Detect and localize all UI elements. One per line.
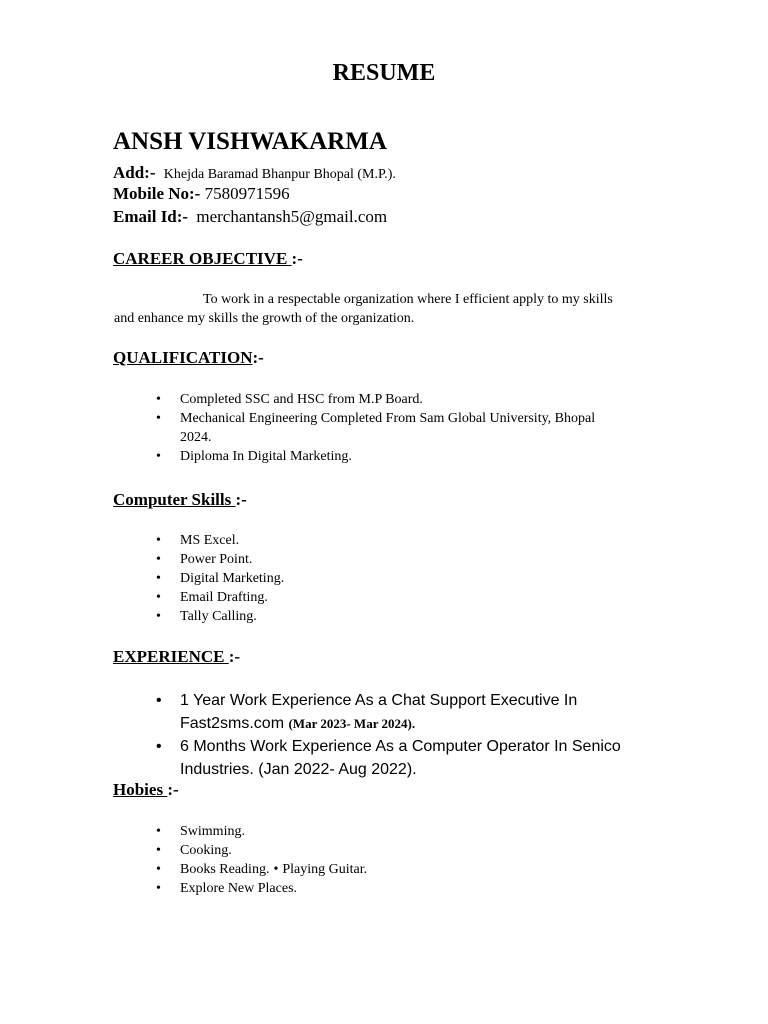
list-item: • Swimming. bbox=[152, 822, 367, 841]
list-item: • Cooking. bbox=[152, 841, 367, 860]
address-value: Khejda Baramad Bhanpur Bhopal (M.P.). bbox=[163, 167, 396, 182]
hobbies-suffix: :- bbox=[167, 780, 179, 799]
hobbies-heading bbox=[113, 780, 179, 800]
career-objective-line-2: and enhance my skills the growth of the organization. bbox=[114, 311, 415, 326]
hobbies-title: Hobies bbox=[113, 780, 164, 799]
experience-heading bbox=[113, 647, 240, 667]
experience-suffix: :- bbox=[228, 647, 241, 666]
list-item: • Mechanical Engineering Completed From Sam Global University, Bhopal 2024. bbox=[152, 409, 595, 447]
experience-1-line-1: 1 Year Work Experience As a Chat Support Executive In bbox=[180, 692, 578, 709]
qualification-list bbox=[152, 390, 595, 466]
list-item: • Power Point. bbox=[152, 550, 284, 569]
computer-skills-list bbox=[152, 531, 284, 626]
hobbies-list bbox=[152, 822, 367, 898]
mobile-line bbox=[113, 184, 290, 204]
list-item: • Email Drafting. bbox=[152, 588, 284, 607]
career-objective-suffix: :- bbox=[291, 249, 303, 268]
experience-list bbox=[152, 689, 621, 781]
list-item: • Explore New Places. bbox=[152, 879, 367, 898]
experience-1-line-2: Fast2sms.com bbox=[180, 715, 285, 732]
computer-skills-heading bbox=[113, 490, 247, 510]
list-item: • Books Reading. • Playing Guitar. bbox=[152, 860, 367, 879]
career-objective-text bbox=[114, 290, 674, 328]
mobile-value: 7580971596 bbox=[204, 184, 290, 203]
document-title: RESUME bbox=[332, 60, 436, 86]
list-item: • Tally Calling. bbox=[152, 607, 284, 626]
email-label: Email Id:- bbox=[113, 207, 189, 226]
experience-1-dates: (Mar 2023- Mar 2024). bbox=[288, 716, 416, 731]
address-line bbox=[113, 163, 396, 183]
list-item: • MS Excel. bbox=[152, 531, 284, 550]
mobile-label: Mobile No:- bbox=[113, 184, 201, 203]
career-objective-heading bbox=[113, 249, 303, 269]
list-item: • Digital Marketing. bbox=[152, 569, 284, 588]
list-item bbox=[152, 735, 621, 781]
qualification-suffix: :- bbox=[252, 348, 264, 367]
list-item: • Completed SSC and HSC from M.P Board. bbox=[152, 390, 595, 409]
experience-title: EXPERIENCE bbox=[113, 647, 225, 666]
email-value: merchantansh5@gmail.com bbox=[196, 207, 388, 226]
experience-2-line-2: Industries. (Jan 2022- Aug 2022). bbox=[180, 761, 417, 778]
qualification-title: QUALIFICATION bbox=[113, 348, 253, 367]
bullet-icon: • bbox=[273, 862, 279, 877]
qualification-heading bbox=[113, 348, 264, 368]
computer-skills-title: Computer Skills bbox=[113, 490, 232, 509]
career-objective-line-1: To work in a respectable organization where I efficient apply to my skills bbox=[203, 292, 613, 307]
computer-skills-suffix: :- bbox=[235, 490, 247, 509]
email-line bbox=[113, 207, 387, 227]
experience-2-line-1: 6 Months Work Experience As a Computer Operator In Senico bbox=[180, 738, 621, 755]
candidate-name: ANSH VISHWAKARMA bbox=[113, 128, 387, 155]
list-item bbox=[152, 689, 621, 735]
address-label: Add:- bbox=[113, 163, 156, 182]
list-item: • Diploma In Digital Marketing. bbox=[152, 447, 595, 466]
career-objective-title: CAREER OBJECTIVE bbox=[113, 249, 288, 268]
